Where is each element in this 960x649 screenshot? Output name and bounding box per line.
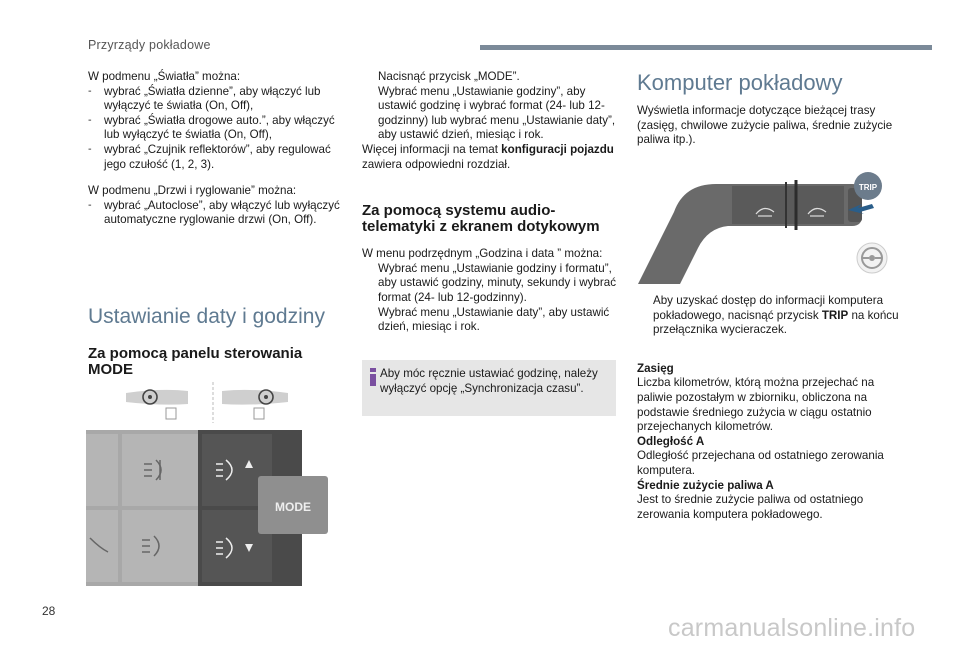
wiper-stalk-illustration [636, 172, 898, 286]
info-text: Aby móc ręcznie ustawiać godzinę, należy wyłączyć opcję „Synchronizacja czasu”. [380, 367, 598, 395]
trip-intro: Wyświetla informacje dotyczące bieżącej trasy (zasięg, chwilowe zużycie paliwa, średnie zużycie paliwa itp.). [637, 104, 893, 147]
list-item: - wybrać „Światła dzienne”, aby włączyć lub wyłączyć te światła (On, Off), [88, 84, 321, 113]
running-header: Przyrządy pokładowe [88, 38, 211, 52]
page-number: 28 [42, 604, 56, 618]
list-item: - wybrać „Czujnik reflektorów”, aby regulować jego czułość (1, 2, 3). [88, 142, 331, 171]
section-title-date-time: Ustawianie daty i godziny [88, 304, 325, 328]
doors-intro: W podmenu „Drzwi i ryglowanie” można: [88, 184, 297, 198]
mode-panel-illustration [86, 378, 330, 588]
column-right [637, 70, 899, 148]
term-range: Zasięg [637, 361, 674, 375]
steering-left-icon [126, 390, 188, 419]
steering-right-icon [222, 390, 288, 419]
list-item: - wybrać „Światła drogowe auto.”, aby włączyć lub wyłączyć te światła (On, Off), [88, 113, 335, 142]
section-title-trip-computer: Komputer pokładowy [637, 70, 843, 95]
column-middle [362, 70, 616, 335]
trip-label: TRIP [858, 183, 878, 192]
list-item: Nacisnąć przycisk „MODE”. [378, 70, 520, 83]
list-item: Wybrać menu „Ustawianie godziny”, aby ustawić godzinę i wybrać format (24- lub 12-godzinny) lub wybrać menu „Ustawianie daty”, aby ustawić dzień, miesiąc i rok. [378, 84, 616, 142]
desc-distance: Odległość przejechana od ostatniego zerowania komputera. [637, 449, 884, 477]
desc-avg-consumption: Jest to średnie zużycie paliwa od ostatniego zerowania komputera pokładowego. [637, 493, 864, 521]
lights-intro: W podmenu „Światła” można: [88, 70, 241, 83]
desc-range: Liczba kilometrów, którą można przejechać na paliwie pozostałym w zbiorniku, obliczona na podstawie średniego zużycia w ciągu ostatnio przejechanych kilometrów. [637, 376, 875, 434]
column-right-lower [637, 294, 899, 522]
term-distance: Odległość A [637, 434, 705, 448]
header-bar [480, 45, 932, 50]
column-left [88, 70, 350, 378]
subsection-title-mode: Za pomocą panelu sterowania MODE [88, 344, 303, 378]
steering-wheel-icon [857, 243, 887, 273]
list-item: Wybrać menu „Ustawianie daty”, aby ustawić dzień, miesiąc i rok. [378, 305, 610, 334]
mode-button-label: MODE [275, 500, 311, 514]
subsection-title-touchscreen: Za pomocą systemu audio-telematyki z ekranem dotykowym [362, 202, 600, 236]
list-item: Aby uzyskać dostęp do informacji komputera pokładowego, nacisnąć przycisk TRIP na końcu przełącznika wycieraczek. [653, 294, 899, 337]
watermark: carmanualsonline.info [668, 614, 916, 642]
more-info: Więcej informacji na temat konfiguracji pojazdu zawiera odpowiedni rozdział. [362, 142, 614, 171]
term-avg-consumption: Średnie zużycie paliwa A [637, 478, 774, 492]
time-date-intro: W menu podrzędnym „Godzina i data ” można: [362, 247, 603, 261]
info-icon [369, 368, 377, 386]
list-item: - wybrać „Autoclose”, aby włączyć lub wyłączyć automatyczne ryglowanie drzwi (On, Off). [88, 198, 340, 227]
list-item: Wybrać menu „Ustawianie godziny i formatu”, aby ustawić godziny, minuty, sekundy i wybrać format (24- lub 12-godzinny). [378, 261, 616, 304]
info-box [362, 360, 616, 416]
